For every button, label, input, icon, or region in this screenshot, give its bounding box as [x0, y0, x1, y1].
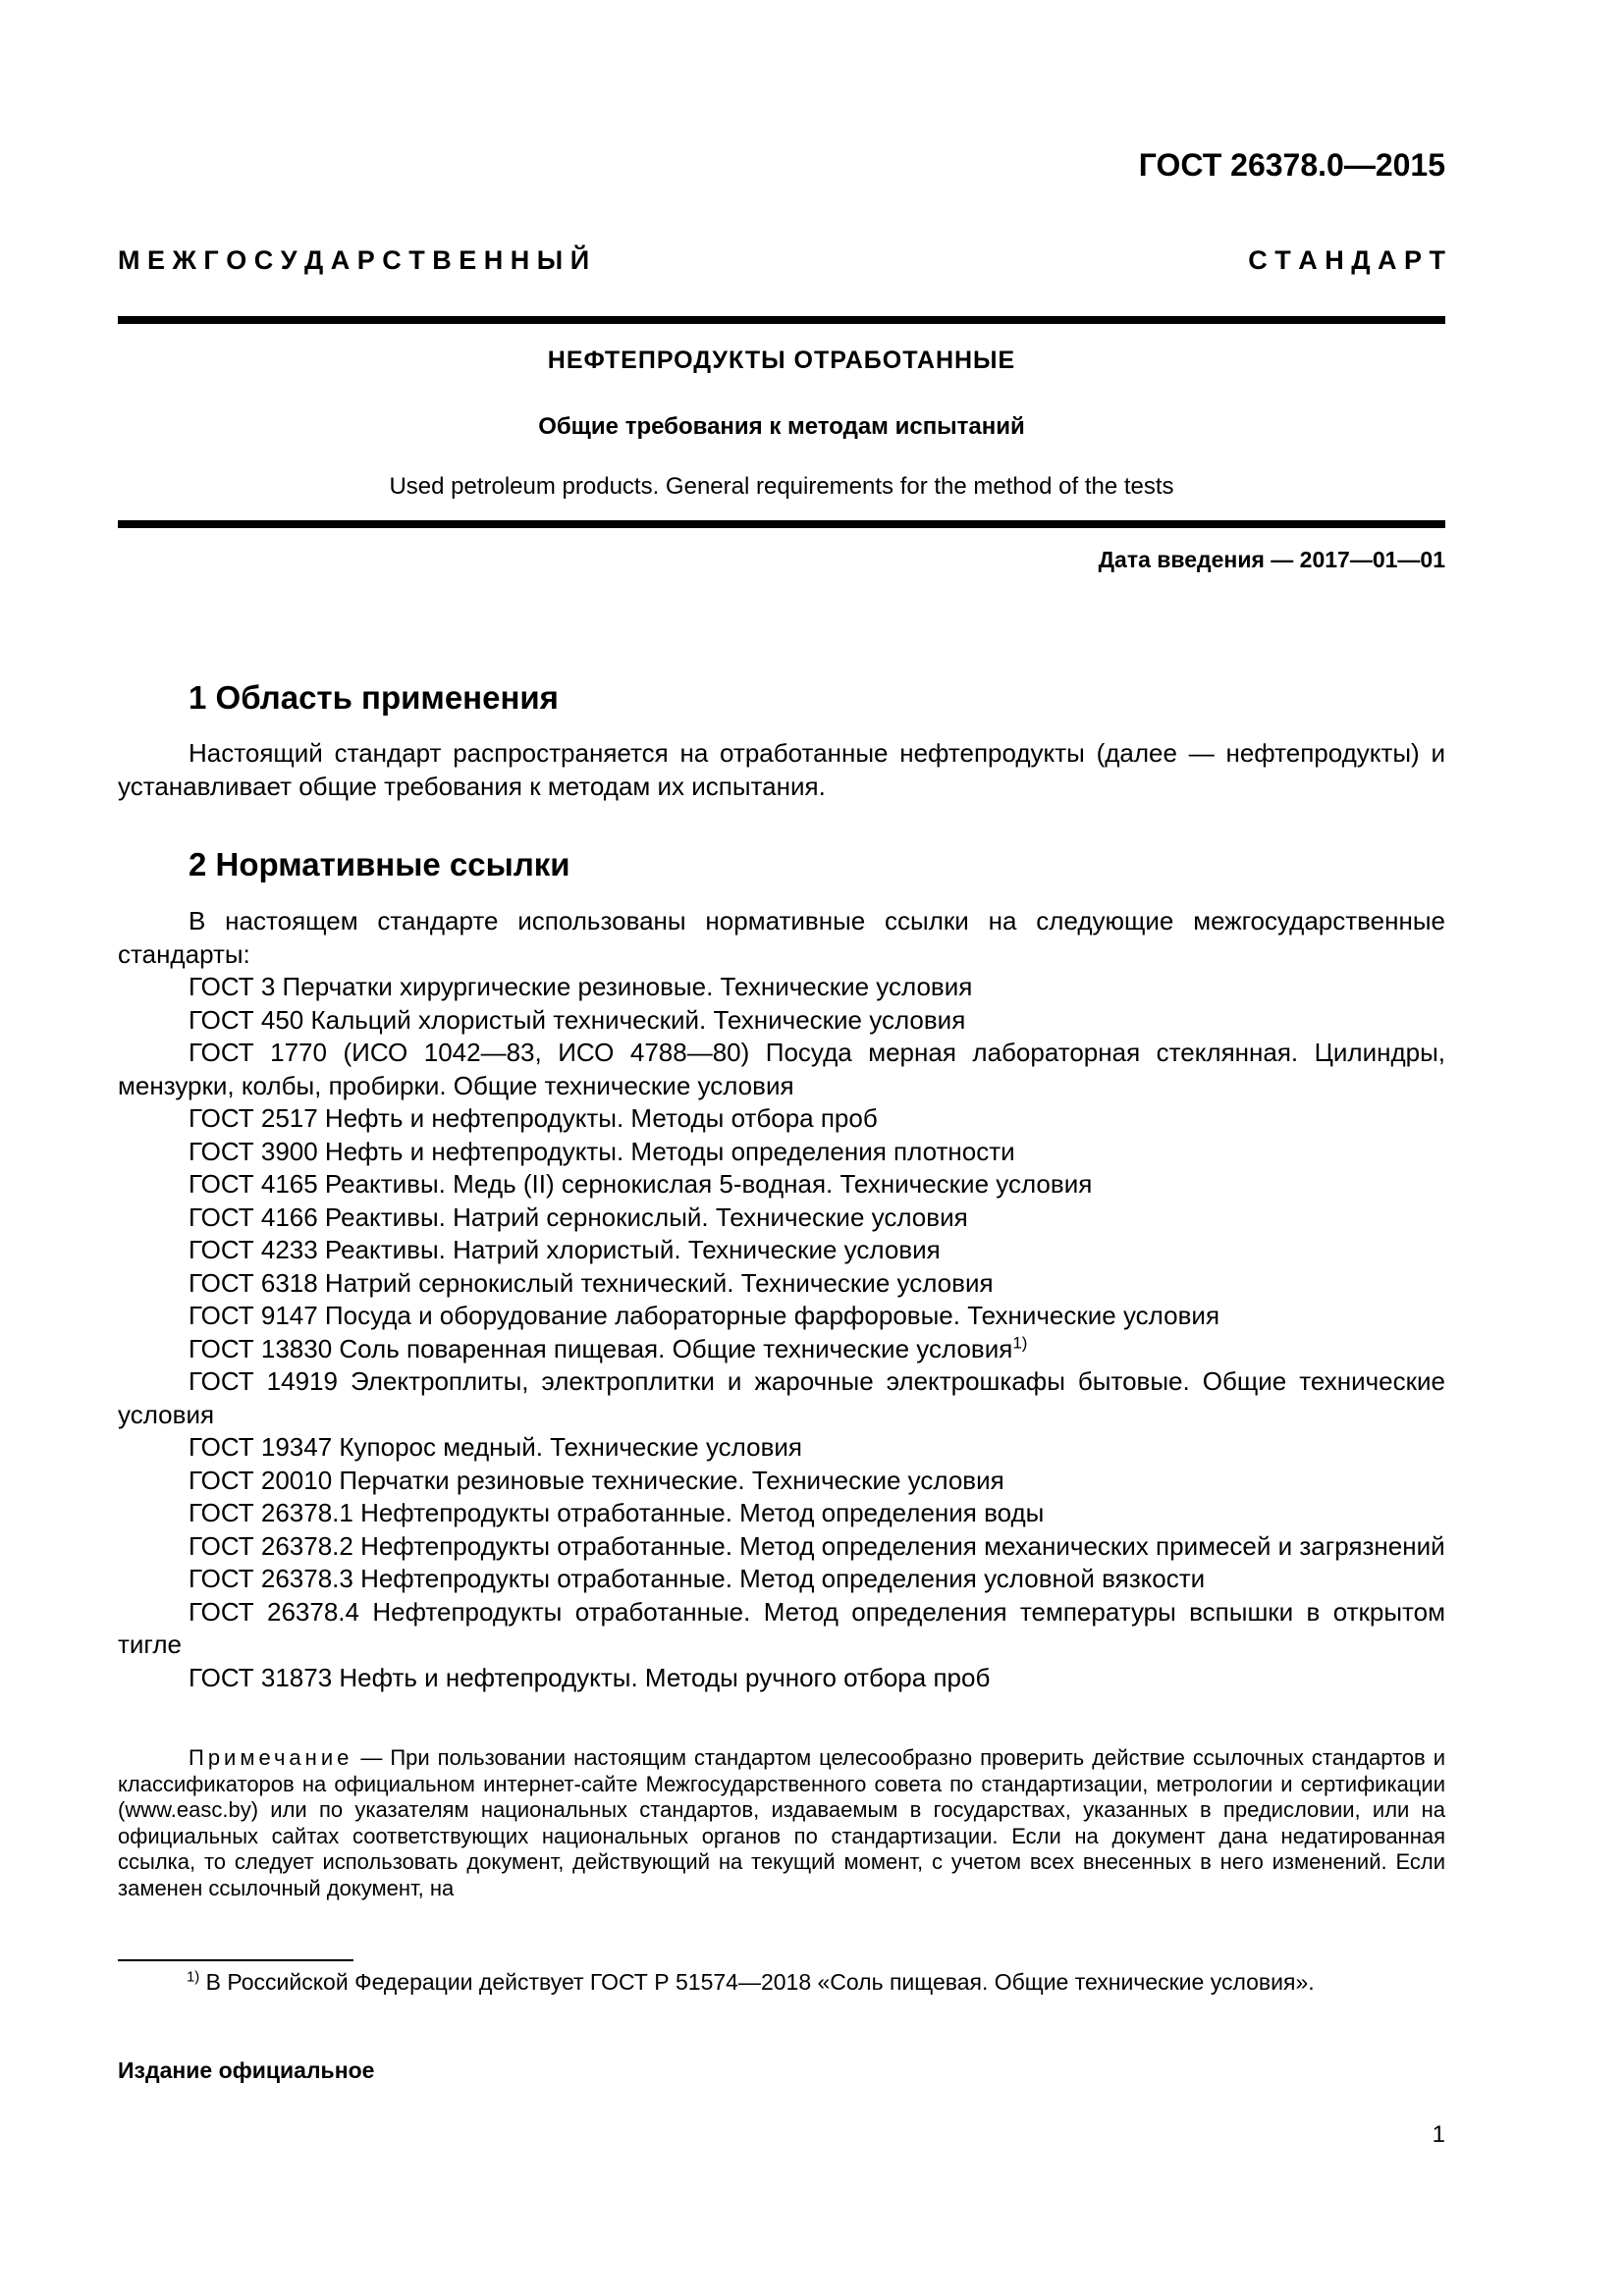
ref-item: ГОСТ 6318 Натрий сернокислый технический. Технические условия — [189, 1267, 994, 1298]
document-title: НЕФТЕПРОДУКТЫ ОТРАБОТАННЫЕ — [547, 347, 1016, 374]
ref-item — [118, 1333, 1445, 1366]
standard-banner — [118, 245, 1445, 276]
ref-item: ГОСТ 3 Перчатки хирургические резиновые. Технические условия — [189, 972, 973, 1001]
ref-item: ГОСТ 19347 Купорос медный. Технические условия — [189, 1432, 802, 1462]
ref-item: ГОСТ 4165 Реактивы. Медь (II) сернокислая 5-водная. Технические условия — [189, 1169, 1093, 1199]
section1-heading: 1 Область применения — [189, 679, 559, 716]
introduction-date: Дата введения — 2017—01—01 — [1098, 547, 1445, 572]
note-text: — При пользовании настоящим стандартом целесообразно проверить действие ссылочных стандартов и классификаторов на официальном интернет-сайте Межгосударственного совета по стандартизации, метрологии и сертификации (www.easc.by) или по указателям национальных стандартов, издаваемым в государствах, указанных в предисловии, или на официальных сайтах соответствующих национальных органов по стандартизации. Если на документ дана недатированная ссылка, то следует использовать документ, действующий на текущий момент, с учетом всех внесенных в него изменений. Если заменен ссылочный документ, на — [118, 1745, 1445, 1900]
ref-item: ГОСТ 2517 Нефть и нефтепродукты. Методы отбора проб — [189, 1103, 878, 1133]
footnote-text: В Российской Федерации действует ГОСТ Р 51574—2018 «Соль пищевая. Общие технические условия». — [199, 1969, 1315, 1995]
ref-item: ГОСТ 4166 Реактивы. Натрий сернокислый. Технические условия — [189, 1201, 968, 1232]
footnote-separator — [118, 1959, 353, 1961]
document-number: ГОСТ 26378.0—2015 — [1138, 147, 1445, 183]
page-number: 1 — [1432, 2121, 1445, 2148]
document-subtitle: Общие требования к методам испытаний — [538, 413, 1025, 440]
ref-item: ГОСТ 9147 Посуда и оборудование лабораторные фарфоровые. Технические условия — [189, 1301, 1220, 1330]
ref-item: ГОСТ 26378.3 Нефтепродукты отработанные. Метод определения условной вязкости — [189, 1564, 1206, 1593]
ref-item: ГОСТ 26378.1 Нефтепродукты отработанные. Метод определения воды — [189, 1498, 1045, 1527]
ref-item: ГОСТ 4233 Реактивы. Натрий хлористый. Технические условия — [189, 1235, 941, 1264]
ref-item: ГОСТ 26378.2 Нефтепродукты отработанные. Метод определения механических примесей и загрязнений — [189, 1530, 1445, 1561]
ref-item: ГОСТ 450 Кальций хлористый технический. Технические условия — [189, 1004, 966, 1035]
ref-item: ГОСТ 31873 Нефть и нефтепродукты. Методы ручного отбора проб — [189, 1662, 991, 1692]
top-rule — [118, 316, 1445, 324]
section2-body — [118, 905, 1445, 1694]
note-label: Примечание — [189, 1745, 353, 1770]
banner-left: М Е Ж Г О С У Д А Р С Т В Е Н Н Ы Й — [118, 245, 590, 275]
footnote — [187, 1969, 1315, 1996]
ref-text: ГОСТ 13830 Соль поваренная пищевая. Общие технические условия — [189, 1333, 1013, 1363]
ref-item: ГОСТ 26378.4 Нефтепродукты отработанные. Метод определения температуры вспышки в открытом тигле — [118, 1596, 1445, 1659]
footnote-reference[interactable]: 1) — [1012, 1332, 1028, 1352]
english-title: Used petroleum products. General requirements for the method of the tests — [389, 473, 1174, 500]
section2-intro: В настоящем стандарте использованы нормативные ссылки на следующие межгосударственные стандарты: — [118, 906, 1445, 969]
edition-label: Издание официальное — [118, 2057, 375, 2083]
ref-item: ГОСТ 14919 Электроплиты, электроплитки и жарочные электрошкафы бытовые. Общие технические условия — [118, 1366, 1445, 1429]
note-paragraph — [118, 1745, 1445, 1901]
section1-text: Настоящий стандарт распространяется на отработанные нефтепродукты (далее — нефтепродукты) и устанавливает общие требования к методам их испытания. — [118, 738, 1445, 801]
section1-body — [118, 737, 1445, 803]
section2-heading: 2 Нормативные ссылки — [189, 846, 570, 882]
ref-item: ГОСТ 1770 (ИСО 1042—83, ИСО 4788—80) Посуда мерная лабораторная стеклянная. Цилиндры, мензурки, колбы, пробирки. Общие технические условия — [118, 1038, 1445, 1100]
footnote-mark: 1) — [187, 1968, 200, 1986]
ref-item: ГОСТ 3900 Нефть и нефтепродукты. Методы определения плотности — [189, 1136, 1015, 1166]
ref-item: ГОСТ 20010 Перчатки резиновые технические. Технические условия — [189, 1465, 1004, 1495]
banner-right: С Т А Н Д А Р Т — [1248, 245, 1445, 275]
title-rule — [118, 520, 1445, 528]
